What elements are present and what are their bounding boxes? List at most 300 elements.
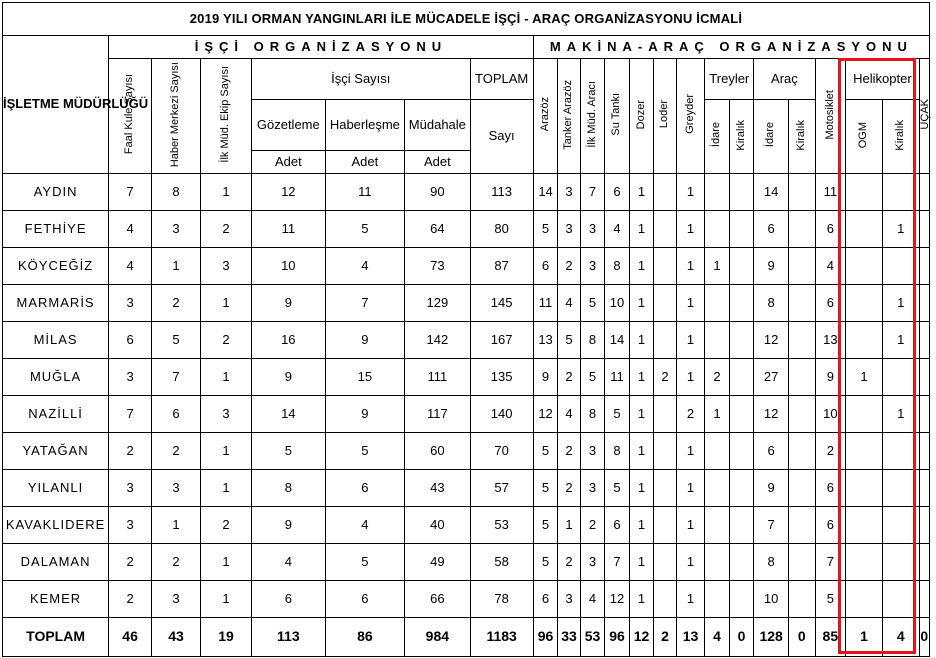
table-cell xyxy=(882,581,919,618)
table-cell xyxy=(729,396,754,433)
table-cell: 9 xyxy=(754,470,789,507)
ilk-mud-ekip-header: İlk Müd. Ekip Sayısı xyxy=(201,59,252,174)
table-cell: 3 xyxy=(580,433,605,470)
table-cell xyxy=(788,507,815,544)
table-cell: 11 xyxy=(605,359,630,396)
table-cell xyxy=(654,581,676,618)
ilk-mud-araci-header: İlk Müd. Aracı xyxy=(580,59,605,174)
table-cell: 8 xyxy=(754,544,789,581)
table-cell: 64 xyxy=(405,211,470,248)
table-cell: 4 xyxy=(109,211,152,248)
table-cell: 2 xyxy=(109,544,152,581)
table-cell xyxy=(882,248,919,285)
table-cell: 4 xyxy=(325,507,405,544)
table-row xyxy=(3,581,930,618)
table-cell: 5 xyxy=(325,211,405,248)
table-cell: 1 xyxy=(629,470,654,507)
table-cell: 2 xyxy=(109,433,152,470)
table-cell: 6 xyxy=(605,507,630,544)
table-cell xyxy=(705,544,730,581)
total-cell: 113 xyxy=(252,618,326,657)
table-cell xyxy=(919,211,929,248)
table-cell: 1 xyxy=(201,544,252,581)
haber-merkezi-header: Haber Merkezi Sayısı xyxy=(152,59,201,174)
total-cell: 43 xyxy=(152,618,201,657)
table-cell xyxy=(919,433,929,470)
table-cell: 2 xyxy=(558,359,580,396)
total-row xyxy=(3,618,930,657)
table-cell: 11 xyxy=(252,211,326,248)
table-cell xyxy=(788,396,815,433)
table-cell: 43 xyxy=(405,470,470,507)
table-cell: 145 xyxy=(470,285,533,322)
isci-org-header: İŞÇİ ORGANİZASYONU xyxy=(109,36,534,59)
table-cell: 5 xyxy=(533,507,558,544)
table-cell: 14 xyxy=(533,174,558,211)
total-cell: 984 xyxy=(405,618,470,657)
table-cell: 1 xyxy=(201,470,252,507)
table-cell: 1 xyxy=(629,396,654,433)
table-cell: 9 xyxy=(325,322,405,359)
table-cell: 1 xyxy=(676,581,705,618)
arac-idare-header: İdare xyxy=(754,100,789,174)
haberlesme-header: Haberleşme xyxy=(325,100,405,151)
table-cell: 5 xyxy=(815,581,846,618)
total-cell: 33 xyxy=(558,618,580,657)
table-cell: 2 xyxy=(705,359,730,396)
isletme-name: MARMARİS xyxy=(3,285,109,322)
table-row xyxy=(3,174,930,211)
total-cell: 19 xyxy=(201,618,252,657)
table-cell: 27 xyxy=(754,359,789,396)
table-cell: 1 xyxy=(676,359,705,396)
table-cell: 2 xyxy=(676,396,705,433)
table-cell: 1 xyxy=(705,248,730,285)
table-cell: 60 xyxy=(405,433,470,470)
table-cell: 40 xyxy=(405,507,470,544)
table-cell: 90 xyxy=(405,174,470,211)
table-cell: 9 xyxy=(252,359,326,396)
table-cell: 5 xyxy=(252,433,326,470)
table-cell xyxy=(846,248,883,285)
table-cell xyxy=(654,544,676,581)
table-cell: 1 xyxy=(201,174,252,211)
table-cell: 53 xyxy=(470,507,533,544)
table-cell xyxy=(729,507,754,544)
table-cell xyxy=(882,359,919,396)
table-cell: 1 xyxy=(629,285,654,322)
table-row xyxy=(3,396,930,433)
total-cell: 86 xyxy=(325,618,405,657)
isletme-name: NAZİLLİ xyxy=(3,396,109,433)
isletme-name: YILANLI xyxy=(3,470,109,507)
table-cell xyxy=(846,507,883,544)
table-cell: 16 xyxy=(252,322,326,359)
table-cell: 1 xyxy=(629,174,654,211)
isletme-header: İŞLETME MÜDÜRLÜĞÜ xyxy=(3,36,109,174)
table-cell: 7 xyxy=(109,396,152,433)
table-cell: 1 xyxy=(676,544,705,581)
table-cell: 12 xyxy=(605,581,630,618)
table-cell xyxy=(919,581,929,618)
table-cell xyxy=(705,174,730,211)
table-cell xyxy=(729,433,754,470)
table-cell: 3 xyxy=(152,581,201,618)
isletme-name: MİLAS xyxy=(3,322,109,359)
helikopter-header: Helikopter xyxy=(846,59,920,100)
table-cell: 1 xyxy=(676,248,705,285)
table-cell: 3 xyxy=(109,359,152,396)
table-cell xyxy=(788,544,815,581)
table-cell: 4 xyxy=(580,581,605,618)
table-cell xyxy=(846,322,883,359)
table-cell: 80 xyxy=(470,211,533,248)
table-cell: 10 xyxy=(815,396,846,433)
dozer-header: Dozer xyxy=(629,59,654,174)
table-cell xyxy=(654,248,676,285)
isletme-name: KAVAKLIDERE xyxy=(3,507,109,544)
table-cell: 6 xyxy=(815,211,846,248)
table-cell xyxy=(729,248,754,285)
total-cell: 1 xyxy=(846,618,883,657)
table-cell: 49 xyxy=(405,544,470,581)
title-row xyxy=(3,3,930,36)
table-cell: 6 xyxy=(325,581,405,618)
table-cell: 14 xyxy=(252,396,326,433)
icmal-table xyxy=(2,2,930,657)
total-cell: 46 xyxy=(109,618,152,657)
table-cell: 6 xyxy=(252,581,326,618)
table-cell: 1 xyxy=(705,396,730,433)
table-cell xyxy=(788,470,815,507)
loder-header: Loder xyxy=(654,59,676,174)
table-cell: 6 xyxy=(754,433,789,470)
table-cell xyxy=(882,470,919,507)
table-cell xyxy=(919,248,929,285)
table-cell xyxy=(729,285,754,322)
table-cell: 2 xyxy=(558,544,580,581)
table-cell: 1 xyxy=(676,285,705,322)
table-cell: 5 xyxy=(533,211,558,248)
treyler-idare-header: İdare xyxy=(705,100,730,174)
table-cell xyxy=(788,581,815,618)
table-cell: 8 xyxy=(605,248,630,285)
table-cell xyxy=(705,433,730,470)
table-cell xyxy=(846,285,883,322)
table-cell: 3 xyxy=(580,470,605,507)
table-cell: 8 xyxy=(152,174,201,211)
table-cell: 3 xyxy=(109,285,152,322)
table-cell: 12 xyxy=(252,174,326,211)
table-cell: 3 xyxy=(580,248,605,285)
table-cell: 87 xyxy=(470,248,533,285)
table-cell: 6 xyxy=(815,285,846,322)
table-cell: 1 xyxy=(201,581,252,618)
table-cell xyxy=(788,433,815,470)
table-cell: 140 xyxy=(470,396,533,433)
table-cell xyxy=(729,581,754,618)
table-cell: 14 xyxy=(605,322,630,359)
table-cell: 1 xyxy=(201,285,252,322)
total-cell: 96 xyxy=(605,618,630,657)
table-cell: 9 xyxy=(252,285,326,322)
table-cell: 6 xyxy=(533,248,558,285)
table-cell: 5 xyxy=(558,322,580,359)
table-cell: 9 xyxy=(252,507,326,544)
table-row xyxy=(3,507,930,544)
table-cell: 2 xyxy=(558,433,580,470)
table-row xyxy=(3,322,930,359)
arac-kiralik-header: Kiralık xyxy=(788,100,815,174)
table-cell xyxy=(919,507,929,544)
table-cell: 1 xyxy=(629,433,654,470)
table-cell xyxy=(919,470,929,507)
table-cell xyxy=(729,470,754,507)
table-cell xyxy=(882,544,919,581)
table-cell: 1 xyxy=(676,433,705,470)
table-cell: 167 xyxy=(470,322,533,359)
table-cell: 10 xyxy=(754,581,789,618)
table-cell: 8 xyxy=(605,433,630,470)
table-cell: 2 xyxy=(201,507,252,544)
table-row xyxy=(3,544,930,581)
table-cell: 8 xyxy=(580,322,605,359)
table-cell: 13 xyxy=(533,322,558,359)
table-cell: 10 xyxy=(252,248,326,285)
table-cell xyxy=(846,581,883,618)
table-cell: 1 xyxy=(201,433,252,470)
faal-kule-header: Faal Kule Sayısı xyxy=(109,59,152,174)
table-cell xyxy=(919,396,929,433)
isci-sayisi-header: İşçi Sayısı xyxy=(252,59,470,100)
table-cell: 11 xyxy=(815,174,846,211)
table-cell xyxy=(919,322,929,359)
table-cell xyxy=(919,174,929,211)
total-label: TOPLAM xyxy=(3,618,109,657)
isletme-name: AYDIN xyxy=(3,174,109,211)
table-cell xyxy=(846,211,883,248)
table-cell xyxy=(846,396,883,433)
table-cell: 2 xyxy=(152,544,201,581)
ucak-header: UÇAK xyxy=(919,59,929,174)
table-cell: 70 xyxy=(470,433,533,470)
table-cell: 7 xyxy=(109,174,152,211)
table-cell: 3 xyxy=(201,248,252,285)
table-cell: 5 xyxy=(605,470,630,507)
table-cell xyxy=(705,507,730,544)
table-cell xyxy=(654,211,676,248)
table-row xyxy=(3,433,930,470)
isletme-name: MUĞLA xyxy=(3,359,109,396)
table-cell xyxy=(846,544,883,581)
table-cell: 1 xyxy=(629,211,654,248)
table-cell: 1 xyxy=(629,507,654,544)
tanker-arazoz-header: Tanker Arazöz xyxy=(558,59,580,174)
total-cell: 128 xyxy=(754,618,789,657)
table-cell xyxy=(705,581,730,618)
table-cell: 3 xyxy=(580,544,605,581)
table-cell: 9 xyxy=(815,359,846,396)
page-title: 2019 YILI ORMAN YANGINLARI İLE MÜCADELE İŞÇİ - ARAÇ ORGANİZASYONU İCMALİ xyxy=(3,3,930,36)
table-cell: 1 xyxy=(676,211,705,248)
isletme-name: DALAMAN xyxy=(3,544,109,581)
table-cell: 11 xyxy=(325,174,405,211)
table-cell xyxy=(654,433,676,470)
haberlesme-unit: Adet xyxy=(325,151,405,174)
table-cell: 2 xyxy=(201,322,252,359)
total-cell: 0 xyxy=(729,618,754,657)
table-cell: 3 xyxy=(580,211,605,248)
total-cell: 96 xyxy=(533,618,558,657)
table-cell: 2 xyxy=(654,359,676,396)
table-cell: 8 xyxy=(252,470,326,507)
table-cell: 5 xyxy=(325,544,405,581)
arazoz-header: Arazöz xyxy=(533,59,558,174)
table-cell xyxy=(882,507,919,544)
total-cell: 0 xyxy=(788,618,815,657)
table-cell xyxy=(705,211,730,248)
table-cell: 1 xyxy=(846,359,883,396)
isletme-name: KÖYCEĞİZ xyxy=(3,248,109,285)
total-cell: 0 xyxy=(919,618,929,657)
table-cell: 1 xyxy=(882,211,919,248)
table-cell: 5 xyxy=(152,322,201,359)
table-cell xyxy=(705,322,730,359)
table-cell: 10 xyxy=(605,285,630,322)
table-cell xyxy=(882,433,919,470)
table-cell: 3 xyxy=(558,581,580,618)
table-cell: 3 xyxy=(152,470,201,507)
table-cell: 7 xyxy=(754,507,789,544)
table-cell xyxy=(788,174,815,211)
table-cell: 66 xyxy=(405,581,470,618)
table-cell: 12 xyxy=(754,396,789,433)
total-cell: 13 xyxy=(676,618,705,657)
table-cell: 1 xyxy=(629,248,654,285)
table-cell: 12 xyxy=(533,396,558,433)
table-cell: 2 xyxy=(152,433,201,470)
table-cell: 7 xyxy=(605,544,630,581)
table-cell: 1 xyxy=(629,544,654,581)
table-cell: 6 xyxy=(815,507,846,544)
table-cell xyxy=(788,322,815,359)
table-cell: 2 xyxy=(201,211,252,248)
isletme-name: KEMER xyxy=(3,581,109,618)
sub-header-row xyxy=(3,59,930,100)
arac-header: Araç xyxy=(754,59,815,100)
table-cell xyxy=(654,285,676,322)
table-cell: 7 xyxy=(815,544,846,581)
table-cell: 14 xyxy=(754,174,789,211)
table-cell: 73 xyxy=(405,248,470,285)
table-cell xyxy=(729,211,754,248)
table-cell: 58 xyxy=(470,544,533,581)
table-cell: 5 xyxy=(580,359,605,396)
table-cell xyxy=(846,470,883,507)
table-cell: 2 xyxy=(558,470,580,507)
table-cell xyxy=(788,359,815,396)
table-cell: 2 xyxy=(152,285,201,322)
table-row xyxy=(3,470,930,507)
mudahale-header: Müdahale xyxy=(405,100,470,151)
table-cell: 4 xyxy=(109,248,152,285)
table-cell xyxy=(788,248,815,285)
table-cell: 6 xyxy=(815,470,846,507)
heli-kiralik-header: Kiralık xyxy=(882,100,919,174)
table-cell: 15 xyxy=(325,359,405,396)
table-cell xyxy=(654,507,676,544)
motosiklet-header: Motosiklet xyxy=(815,59,846,174)
table-cell xyxy=(705,470,730,507)
table-cell: 9 xyxy=(533,359,558,396)
table-cell: 4 xyxy=(558,396,580,433)
table-cell: 8 xyxy=(580,396,605,433)
table-cell: 1 xyxy=(676,470,705,507)
table-row xyxy=(3,285,930,322)
table-cell xyxy=(788,285,815,322)
table-cell: 2 xyxy=(815,433,846,470)
table-cell xyxy=(729,174,754,211)
table-cell xyxy=(846,174,883,211)
table-cell: 6 xyxy=(533,581,558,618)
table-cell xyxy=(654,396,676,433)
table-cell: 1 xyxy=(201,359,252,396)
table-cell: 12 xyxy=(754,322,789,359)
toplam-header: TOPLAM xyxy=(470,59,533,100)
table-cell: 135 xyxy=(470,359,533,396)
table-cell: 4 xyxy=(558,285,580,322)
table-cell: 6 xyxy=(325,470,405,507)
table-cell xyxy=(654,174,676,211)
table-cell: 1 xyxy=(629,581,654,618)
table-cell: 2 xyxy=(580,507,605,544)
table-cell xyxy=(919,359,929,396)
makina-org-header: MAKİNA-ARAÇ ORGANİZASYONU xyxy=(533,36,929,59)
table-cell: 7 xyxy=(325,285,405,322)
table-cell: 4 xyxy=(325,248,405,285)
table-cell xyxy=(788,211,815,248)
table-cell: 1 xyxy=(676,322,705,359)
table-cell: 4 xyxy=(252,544,326,581)
table-cell: 5 xyxy=(580,285,605,322)
total-cell: 2 xyxy=(654,618,676,657)
table-cell xyxy=(846,433,883,470)
table-cell: 3 xyxy=(109,507,152,544)
table-cell: 1 xyxy=(152,248,201,285)
gozetleme-unit: Adet xyxy=(252,151,326,174)
table-cell: 3 xyxy=(558,211,580,248)
table-cell: 2 xyxy=(109,581,152,618)
mudahale-unit: Adet xyxy=(405,151,470,174)
gozetleme-header: Gözetleme xyxy=(252,100,326,151)
isletme-name: FETHİYE xyxy=(3,211,109,248)
table-cell: 1 xyxy=(676,507,705,544)
table-cell xyxy=(919,544,929,581)
table-cell: 113 xyxy=(470,174,533,211)
total-cell: 12 xyxy=(629,618,654,657)
treyler-header: Treyler xyxy=(705,59,754,100)
table-cell: 3 xyxy=(558,174,580,211)
table-cell: 1 xyxy=(882,285,919,322)
total-cell: 4 xyxy=(882,618,919,657)
table-cell: 1 xyxy=(629,322,654,359)
table-row xyxy=(3,248,930,285)
table-cell: 1 xyxy=(558,507,580,544)
table-cell: 6 xyxy=(109,322,152,359)
table-cell xyxy=(654,470,676,507)
isletme-name: YATAĞAN xyxy=(3,433,109,470)
table-cell: 5 xyxy=(605,396,630,433)
